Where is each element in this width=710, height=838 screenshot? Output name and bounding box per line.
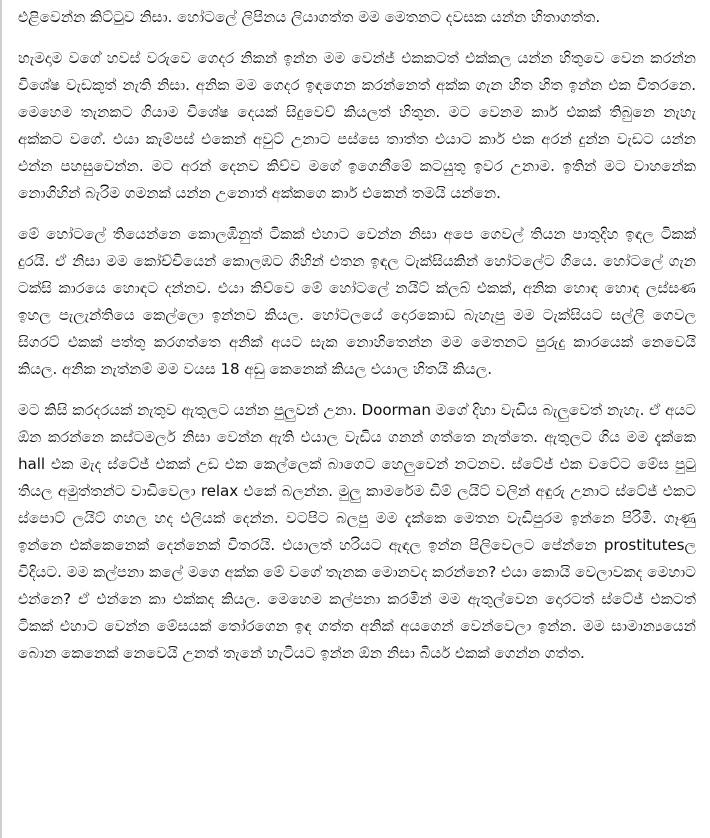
- paragraph-2: හැමදාම වගේ හවස් වරුවෙ ගෙදර නිකන් ඉන්න මම වෙන්ජ් එකකටත් එක්කල යන්න හිතුවෙ වෙන කරන්න විශේෂ වැඩකුත් නැති නිසා. අනික මම ගෙදර ඉඳගෙන කරන්නෙත් අක්ක ගැන හිත හිත ඉන්න එක විතරනෙ. මෙහෙම තැනකට ගියාම විශේෂ දෙයක් සිදුවෙව් කියලත් හිතුන. මට වෙනම කාර් එකක් තිබුනෙ නැහැ අක්කට වගේ. එයා කැම්පස් එකෙන් අවුට් උනාට පස්සෙ තාත්ත එයාට කාර් එක අරන් දුන්න වැඩට යන්න එන්න පහසුවෙන්න. මට අරන් දෙනව කිව්ව මගේ ඉගෙනීමේ කටයුතු ඉවර උනාම. ඉතින් මට වාහනේක නොගිහින් බැරිම ගමනක් යන්න උනොත් අක්කගෙ කාර් එකෙන් තමයි යන්නෙ.: [18, 49, 696, 202]
- paragraph-3: මේ හෝටලේ තියෙන්නෙ කොලඹිනුත් ටිකක් එහාට වෙන්න නිසා අපෙ ගෙවල් තියන පාතුදිහ ඉඳල ටිකක් දුරයි. ඒ නිසා මම කෝච්චියෙන් කොලඹට ගිහින් එතන ඉඳල ටැක්සියකින් හෝටලේට ගියෙ. හෝටලේ ගැන ටක්සි කාරයෙ හොඳට දන්නව. එයා කිව්වෙ මේ හෝටලේ නයිට් ක්ලබ් එකක්, අනික හොඳ හොඳ ලස්සණ ඉහල පැලැන්තියෙ කෙල්ලො ඉන්නව කියල. හෝටලයේ දොරකොඩ බැහැපු මම ටැක්සියට සල්ලි ගෙවල සිගරට් එකක් පත්තු කරගත්තෙ අනික් අයට සැක නොහිතෙන්න මම මෙතනට පුරුදු කාරයෙක් නෙවෙයි කියල. අනික නැත්නම් මම වයස 18 අඩු කෙනෙක් කියල එයාල හිතයි කියල.: [18, 225, 696, 378]
- paragraph-4: මට කිසි කරදරයක් නැතුව ඇතුලට යන්න පුලුවන් උනා. Doorman මගේ දිහා වැඩිය බැලුවෙත් නැහැ. ඒ අයට ඕන කරන්නෙ කස්ටමර්ල නිසා වෙන්න ඇති එයාල වැඩිය ගනන් ගත්තෙ නැත්තෙ. ඇතුලට ගිය මම දැක්කෙ hall එක මැද ස්ටේජ් එකක් උඩ එක කෙල්ලෙක් බාගෙට හෙලුවෙන් නටනව. ස්ටේජ් එක වටේට මේස පුටු තියල අමුත්තන්ට වාඩිවෙලා relax එකේ බලන්න. මුලු කාමරේම ඩිම් ලයිට් වලින් අඳුරු උනාට ස්ටේජ් එකට ස්පොට් ලයිට් ගහල හද එලියක් දෙන්න. වටපිට බලපු මම දැක්කෙ මෙතන වැඩිපුරම ඉන්නෙ පිරිමි. ගෑණු ඉන්නෙ එක්කෙනෙක් දෙන්නෙක් විතරයි. එයාලත් හරියට ඇඳල ඉන්න පිලිවෙලට පේන්නෙ prostitutesල විදියට. මම කල්පනා කලේ මගෙ අක්ක මේ වගේ තැනක මොනවද කරන්නෙ? එයා කොයි වෙලාවකද මෙහාට එන්නෙ? ඒ එන්නෙ කා එක්කද කියල. මෙහෙම කල්පනා කරමින් මම ඇතුල්වෙන දොරටත් ස්ටේජ් එකටත් ටිකක් එහාට වෙන්න මේසයක් තෝරගෙන ඉඳ ගත්ත අනික් අයගෙන් වෙන්වෙලා ඉන්න. මම සාමාන්‍යයෙන් බොන කෙනෙක් නෙවෙයි උනත් තැනේ හැටියට ඉන්න ඕන නිසා බියර් එකක් ගෙන්න ගත්ත.: [18, 401, 696, 662]
- paragraph-1: එළිවෙන්න කිට්ටුව නිසා. හෝටලේ ලිපිනය ලියාගත්ත මම මෙතනට දවසක යන්න හිතාගත්ත.: [18, 8, 601, 26]
